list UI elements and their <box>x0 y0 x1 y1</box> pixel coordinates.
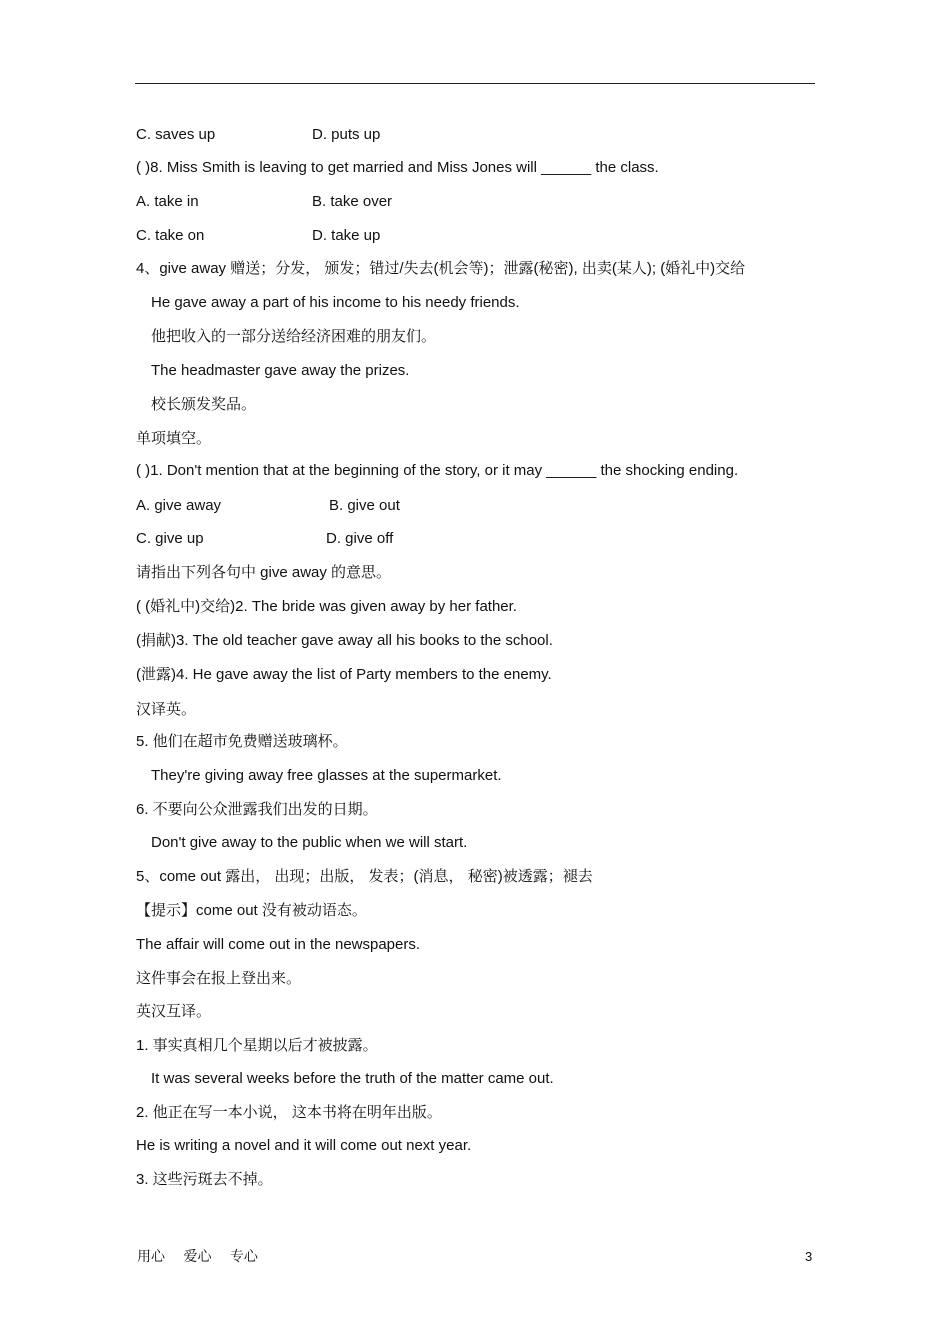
exercise-heading: 单项填空。 <box>136 430 212 447</box>
option-b-give-out: B. give out <box>329 497 400 514</box>
option-c-saves-up: C. saves up <box>136 126 216 143</box>
question-1: ( )1. Don't mention that at the beginning of the story, or it may ______ the shocking ending. <box>136 462 739 479</box>
option-a-give-away: A. give away <box>136 497 222 514</box>
question-4: (泄露)4. He gave away the list of Party members to the enemy. <box>136 666 552 683</box>
exercise-heading: 汉译英。 <box>136 701 197 718</box>
example-translation: 他把收入的一部分送给经济困难的朋友们。 <box>151 328 437 345</box>
option-a-take-in: A. take in <box>136 193 199 210</box>
question-6: 6. 不要向公众泄露我们出发的日期。 <box>136 801 378 818</box>
option-d-take-up: D. take up <box>312 227 381 244</box>
header-rule <box>135 83 815 84</box>
example-sentence: He gave away a part of his income to his needy friends. <box>151 294 520 311</box>
option-d-puts-up: D. puts up <box>312 126 381 143</box>
footer-word: 用心 <box>137 1249 165 1265</box>
question-2: ( (婚礼中)交给)2. The bride was given away by her father. <box>136 598 517 615</box>
footer-word: 爱心 <box>183 1249 212 1265</box>
section-5-heading: 5、come out 露出， 出现；出版， 发表；(消息， 秘密)被透露；褪去 <box>136 868 593 885</box>
option-d-give-off: D. give off <box>326 530 394 547</box>
example-sentence: The headmaster gave away the prizes. <box>151 362 410 379</box>
example-translation: 这件事会在报上登出来。 <box>136 970 302 987</box>
exercise-heading: 请指出下列各句中 give away 的意思。 <box>136 564 392 581</box>
option-c-give-up: C. give up <box>136 530 204 547</box>
answer-5: They're giving away free glasses at the supermarket. <box>151 767 502 784</box>
page-number: 3 <box>805 1249 813 1264</box>
section-4-heading: 4、give away 赠送；分发， 颁发；错过/失去(机会等)；泄露(秘密), 出卖(某人); (婚礼中)交给 <box>136 260 746 277</box>
question-8: ( )8. Miss Smith is leaving to get married and Miss Jones will ______ the class. <box>136 159 659 176</box>
question-3-translate: 3. 这些污斑去不掉。 <box>136 1171 273 1188</box>
example-sentence: The affair will come out in the newspapers. <box>136 936 421 953</box>
question-5: 5. 他们在超市免费赠送玻璃杯。 <box>136 733 348 750</box>
tip-note: 【提示】come out 没有被动语态。 <box>136 902 367 919</box>
answer-6: Don't give away to the public when we will start. <box>151 834 468 851</box>
question-3: (捐献)3. The old teacher gave away all his books to the school. <box>136 632 553 649</box>
option-c-take-on: C. take on <box>136 227 205 244</box>
footer-word: 专心 <box>229 1249 258 1265</box>
example-translation: 校长颁发奖品。 <box>151 396 257 413</box>
option-b-take-over: B. take over <box>312 193 393 210</box>
question-2-translate: 2. 他正在写一本小说， 这本书将在明年出版。 <box>136 1104 442 1121</box>
question-1-translate: 1. 事实真相几个星期以后才被披露。 <box>136 1037 378 1054</box>
footer-motto <box>137 1247 272 1267</box>
answer-2: He is writing a novel and it will come out next year. <box>136 1137 472 1154</box>
answer-1: It was several weeks before the truth of the matter came out. <box>151 1070 554 1087</box>
exercise-heading: 英汉互译。 <box>136 1003 212 1020</box>
